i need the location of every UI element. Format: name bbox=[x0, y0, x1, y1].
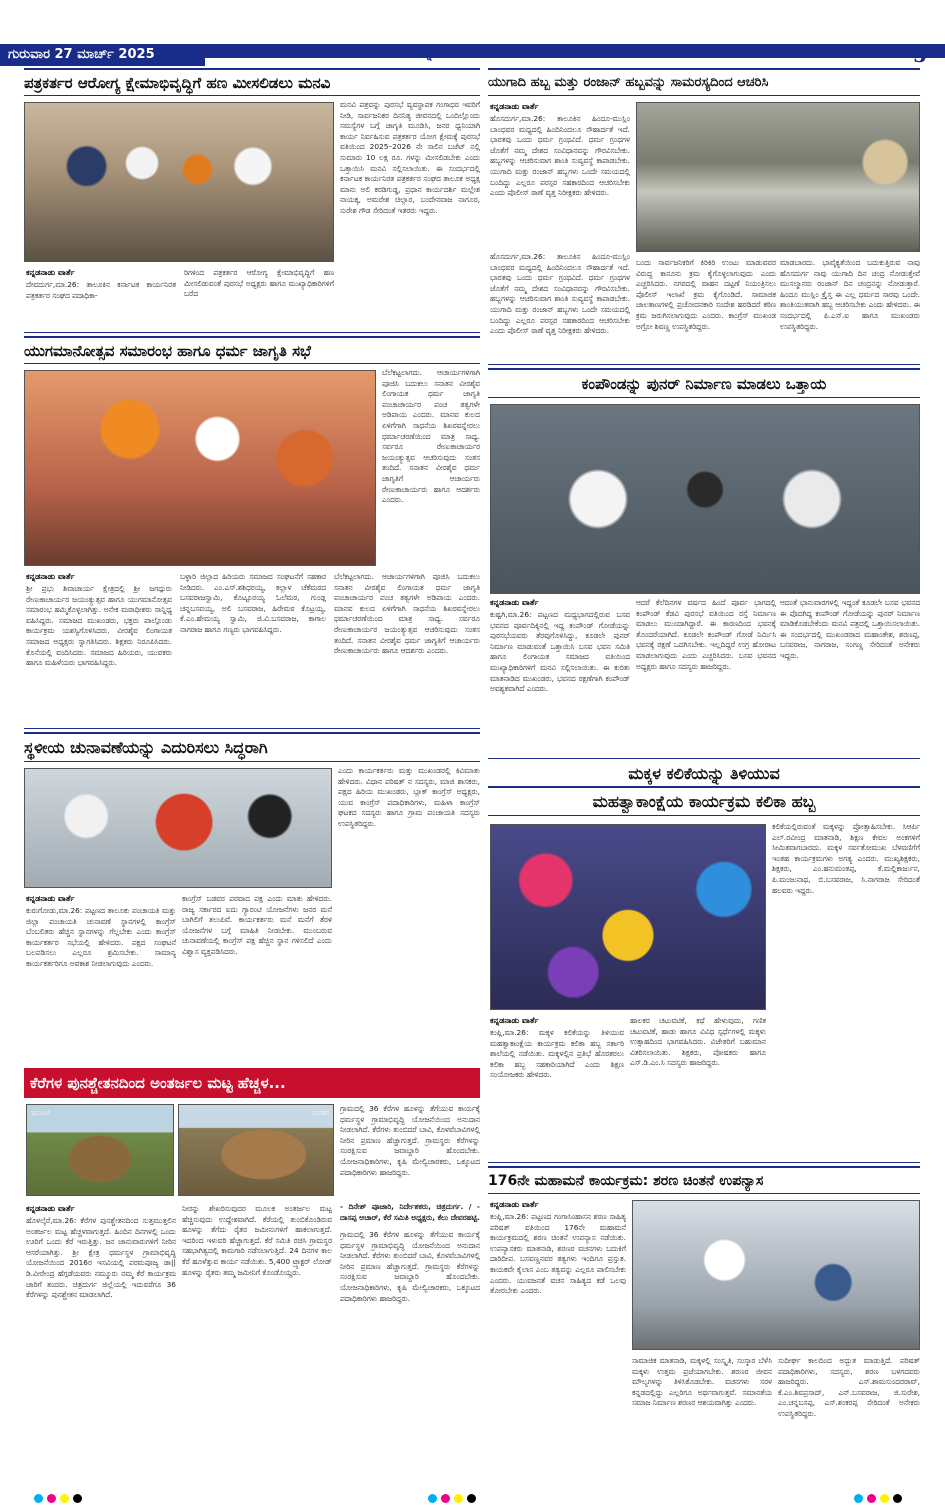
article-body: ಗ್ರಾಮದಲ್ಲಿ 36 ಕೆರೆಗಳ ಹೂಳನ್ನು ತೆಗೆಯುವ ಕಾರ್ಯಕ್ಕೆ ಧರ್ಮಸ್ಥಳ ಗ್ರಾಮಾಭಿವೃದ್ಧಿ ಯೋಜನೆಯಿಂದ ಅನುದಾನ ನೀಡಲಾಗಿದೆ. ಕೆರೆಗಳು ತುಂಬಿದರೆ ಬಾವಿ, ಕೊಳವೆಬಾವಿಗಳಲ್ಲಿ ನೀರಿನ ಪ್ರಮಾಣ ಹೆಚ್ಚಾಗುತ್ತದೆ. ಗ್ರಾಮಸ್ಥರು ಕೆರೆಗಳನ್ನು ಸಂರಕ್ಷಿಸುವ ಜವಾಬ್ದಾರಿ ಹೊಂದಬೇಕು. ಯೋಜನಾಧಿಕಾರಿಗಳು, ಕೃಷಿ ಮೇಲ್ವಿಚಾರಕರು, ಒಕ್ಕೂಟದ ಪದಾಧಿಕಾರಿಗಳು ಹಾಜರಿದ್ದರು. bbox=[340, 1104, 480, 1177]
article-body: ಸುದೀರ್ಘ ಕಾಲದಿಂದ ಅದ್ಭುತ ಮಾಡುತ್ತಿದೆ. ಪರಿಷತ್ ಪದಾಧಿಕಾರಿಗಳು, ಸದಸ್ಯರು, ಶರಣ ಬಳಗದವರು ಹಾಜರಿದ್ದರು. ಎಸ್.ಶಾಮಸುಂದರರಾವ್, ಕೆ.ಎಂ.ಶಿವಪ್ರಸಾದ್, ಎನ್.ಬಸವರಾಜ, ಜಿ.ಸುರೇಶ, ಎಂ.ಚನ್ನಬಸಪ್ಪ, ಎಸ್.ಶಂಕರಪ್ಪ ಸೇರಿದಂತೆ ಅನೇಕರು ಉಪಸ್ಥಿತರಿದ್ದರು. bbox=[778, 1356, 920, 1418]
article-body: ಕಲಿಕೆಯಲ್ಲಿರುವಂತೆ ಮಕ್ಕಳನ್ನು ಪ್ರೋತ್ಸಾಹಿಸಬೇಕು. ಸಿಆರ್ಪಿ ಎಲ್.ರವೀಂದ್ರ ಮಾತನಾಡಿ, ಶಿಕ್ಷಣ ಕೇವಲ ಅಂಕಗಳಿಗೆ ಸೀಮಿತವಾಗಬಾರದು. ಮಕ್ಕಳ ಸರ್ವತೋಮುಖ ಬೆಳವಣಿಗೆಗೆ ಇಂತಹ ಕಾರ್ಯಕ್ರಮಗಳು ಅಗತ್ಯ ಎಂದರು. ಮುಖ್ಯಶಿಕ್ಷಕರು, ಶಿಕ್ಷಕರು, ಎಂ.ಹನುಮಂತಪ್ಪ, ಕೆ.ಮಲ್ಲಿಕಾರ್ಜುನ, ಪಿ.ಮಂಜುನಾಥ, ಬಿ.ಬಸವರಾಜ, ಸಿ.ನಾಗರಾಜ ಸೇರಿದಂತೆ ಹಲವರು ಇದ್ದರು. bbox=[772, 822, 920, 895]
article-photo bbox=[490, 824, 766, 1010]
cyan-dot bbox=[428, 1494, 437, 1503]
black-dot bbox=[467, 1494, 476, 1503]
article-headline: ಯುಗಾದಿ ಹಬ್ಬ ಮತ್ತು ರಂಜಾನ್ ಹಬ್ಬವನ್ನು ಸಾಮರಸ್ಯದಿಂದ ಆಚರಿಸಿ bbox=[488, 68, 920, 96]
article-body: ಶ್ರೀ ಪ್ರಭು ಶಿವಾಚಾರ್ಯ ಕ್ಷೇತ್ರದಲ್ಲಿ ಶ್ರೀ ಜಗದ್ಗುರು ರೇಣುಕಾಚಾರ್ಯರ ಜಯಂತ್ಯುತ್ಸವ ಹಾಗೂ ಯುಗಮಾನೋತ್ಸವ ಸಮಾರಂಭ ಹಮ್ಮಿಕೊಳ್ಳಲಾಗಿತ್ತು. ಅನೇಕ ಮಠಾಧೀಶರು ಸಾನ್ನಿಧ್ಯ ವಹಿಸಿದ್ದರು. ಸಮಾಜದ ಮುಖಂಡರು, ಭಕ್ತರು ಪಾಲ್ಗೊಂಡು ಕಾರ್ಯಕ್ರಮ ಯಶಸ್ವಿಗೊಳಿಸಿದರು. ವೀರಶೈವ ಲಿಂಗಾಯತ ಸಮಾಜದ ಅಧ್ಯಕ್ಷರು ಸ್ವಾಗತಿಸಿದರು. ಶಿಕ್ಷಕರು ನಿರೂಪಿಸಿದರು. ಕೊನೆಯಲ್ಲಿ ವಂದಿಸಿದರು. ಸಮಾಜದ ಹಿರಿಯರು, ಯುವಕರು ಹಾಗೂ ಮಹಿಳೆಯರು ಭಾಗವಹಿಸಿದ್ದರು. bbox=[26, 584, 172, 668]
article-byline: ಕನ್ನಡನಾಡು ವಾರ್ತೆ bbox=[26, 572, 75, 581]
yellow-dot bbox=[880, 1494, 889, 1503]
magenta-dot bbox=[47, 1494, 56, 1503]
article-body: ಆದರೆ ಕೆಲೆದಿನಗಳ ವರ್ಷದ ಹಿಂದೆ ಪೂರ್ವ ಭಾಗದಲ್ಲಿ ಕಂಪೌಂಡ್ ಕೆಡವಿ ಪುರಸಭೆ ವತಿಯಿಂದ ರಸ್ತೆ ನಿರ್ಮಾಣ ಮಾಡಲು ಮುಂದಾಗಿದ್ದಾರೆ. ಈ ಕಾರಣದಿಂದ ಭವನಕ್ಕೆ ತೊಂದರೆಯಾಗಿದೆ. ಕೂಡಲೇ ಕಂಪೌಂಡ್ ಗೋಡೆ ನಿರ್ಮಿಸಿ ಭವನಕ್ಕೆ ರಕ್ಷಣೆ ಒದಗಿಸಬೇಕು. ಇಲ್ಲದಿದ್ದರೆ ಉಗ್ರ ಹೋರಾಟ ಮಾಡಲಾಗುವುದು ಎಂದು ಎಚ್ಚರಿಸಿದರು. ಬಸವ ಭವನದ ಅಧ್ಯಕ್ಷರು ಹಾಗೂ ಸದಸ್ಯರು ಹಾಜರಿದ್ದರು. bbox=[636, 598, 776, 671]
divider bbox=[488, 364, 920, 365]
article-body: ಹೊಳಲ್ಕೆರೆ,ಮಾ.26: ಕೆರೆಗಳ ಪುನಶ್ಚೇತನದಿಂದ ಸುತ್ತಮುತ್ತಲಿನ ಅಂತರ್ಜಲ ಮಟ್ಟ ಹೆಚ್ಚಳವಾಗುತ್ತದೆ. ಹಿಂದಿನ ದಿನಗಳಲ್ಲಿ ಒಂದು ಊರಿಗೆ ಒಂದು ಕೆರೆ ಇರುತ್ತಿತ್ತು. ಜನ ಜಾನುವಾರುಗಳಿಗೆ ನೀರಿನ ಆಸರೆಯಾಗಿತ್ತು. ಶ್ರೀ ಕ್ಷೇತ್ರ ಧರ್ಮಸ್ಥಳ ಗ್ರಾಮಾಭಿವೃದ್ಧಿ ಯೋಜನೆಯಿಂದ 2016ರ ಇಸವಿಯಲ್ಲಿ ಪರಮಪೂಜ್ಯ ಡಾ|| ಡಿ.ವೀರೇಂದ್ರ ಹೆಗ್ಗಡೆಯವರು ನಮ್ಮೂರು ನಮ್ಮ ಕೆರೆ ಕಾರ್ಯಕ್ರಮ ಜಾರಿಗೆ ತಂದರು. ಚಿತ್ರದುರ್ಗ ಜಿಲ್ಲೆಯಲ್ಲಿ ಇದುವರೆಗೂ 36 ಕೆರೆಗಳನ್ನು ಪುನಶ್ಚೇತನ ಮಾಡಲಾಗಿದೆ. bbox=[26, 1216, 176, 1300]
article-headline: ಸ್ಥಳೀಯ ಚುನಾವಣೆಯನ್ನು ಎದುರಿಸಲು ಸಿದ್ಧರಾಗಿ bbox=[24, 732, 480, 762]
article-body: ಬೆಲೆಕಟ್ಟಲಾಗದು. ಆಚಾರ್ಯಗಳಿಗಾಗಿ ಪೂಜಿಸಿ ಬದುಕಲು ಸನಾತನ ವೀರಶೈವ ಲಿಂಗಾಯತ ಧರ್ಮ ಜಾಗೃತಿ ಪಂಚಾಚಾರ್ಯರ ಪಂಚ ತತ್ವಗಳೇ ಅಡಿಪಾಯ ಎಂದರು. ಮಾನವ ಕುಲದ ಏಳಿಗೆಗಾಗಿ ಸಾಧನೆಯ ಶಿಖರವನ್ನೇರಲು ಧರ್ಮಾಚರಣೆಯಿಂದ ಮಾತ್ರ ಸಾಧ್ಯ. ಸರ್ವರೂ ರೇಣುಕಾಚಾರ್ಯರ ಜಯಂತ್ಯುತ್ಸವ ಆಚರಿಸುವುದು ಸಂತಸ ತಂದಿದೆ. ಸನಾತನ ವೀರಶೈವ ಧರ್ಮ ಜಾಗೃತಿಗೆ ಆಚಾರ್ಯರು ರೇಣುಕಾಚಾರ್ಯರು ಹಾಗೂ ಆದರ್ಶರು ಎಂದರು. bbox=[382, 368, 480, 505]
article-body: ಕುಷ್ಟಗಿ,ಮಾ.26: ಪಟ್ಟಣದ ಮಧ್ಯಭಾಗದಲ್ಲಿರುವ ಬಸವ ಭವನದ ಪೂರ್ವದಿಕ್ಕಿನಲ್ಲಿ ಇದ್ದ ಕಂಪೌಂಡ್ ಗೋಡೆಯನ್ನು ಪುರಸಭೆಯವರು ತೆರವುಗೊಳಿಸಿದ್ದು, ಕೂಡಲೇ ಪುನರ್ ನಿರ್ಮಾಣ ಮಾಡುವಂತೆ ಒತ್ತಾಯಿಸಿ ಬಸವ ಭವನ ಸಮಿತಿ ಹಾಗೂ ಲಿಂಗಾಯತ ಸಮಾಜದ ವತಿಯಿಂದ ಮುಖ್ಯಾಧಿಕಾರಿಗಳಿಗೆ ಮನವಿ ಸಲ್ಲಿಸಲಾಯಿತು. ಈ ಕುರಿತು ಮಾತನಾಡಿದ ಮುಖಂಡರು, ಭವನದ ರಕ್ಷಣೆಗಾಗಿ ಕಂಪೌಂಡ್ ಅವಶ್ಯಕವಾಗಿದೆ ಎಂದರು. bbox=[490, 610, 630, 694]
article-byline: ಕನ್ನಡನಾಡು ವಾರ್ತೆ bbox=[26, 1204, 75, 1213]
article-body: ಆದಂತೆ ಭಾನುವಾರಗಳಲ್ಲಿ ಇದ್ದಂತೆ ಕೂಡಲೇ ಬಸವ ಭವನದ ಈ ಪೊದಗಿದ್ದ ಕಂಪೌಂಡ್ ಗೋಡೆಯನ್ನು ಪುನರ್ ನಿರ್ಮಾಣ ಮಾಡಿಕೊಡಬೇಕೆಂದು ಮನವಿ ಪತ್ರದಲ್ಲಿ ಒತ್ತಾಯಿಸಲಾಯಿತು. ಈ ಸಂದರ್ಭದಲ್ಲಿ ಮುಖಂಡರಾದ ಮಹಾಂತೇಶ, ಶರಣಪ್ಪ, ಬಸವರಾಜ, ನಾಗರಾಜ, ಸಂಗಣ್ಣ ಸೇರಿದಂತೆ ಅನೇಕರು ಇದ್ದರು. bbox=[780, 598, 920, 660]
article-body: ಬಳ್ಳಾರಿ ಜಿಲ್ಲಾದ ಹಿರಿಯರು ಸಮಾಜದ ಸಂಘಟನೆಗೆ ಸಹಕಾರ ನೀಡಿದರು. ಎಂ.ಎಸ್.ಶಶಿಧರಯ್ಯ, ಕಲ್ಲಾಳ ಚೆಕೆಮಠದ ಬಸವರಾಜಸ್ವಾಮಿ, ಕೊಟ್ಟೂರಯ್ಯ ಓಲೆಮಠ, ಗುಂಡ್ಲ ಚನ್ನಬಸವಯ್ಯ, ಅಲಿ ಬಸವರಾಜ, ಹಿರೇಮಠ ಕೊಟ್ರಯ್ಯ, ಕೆ.ಎಂ.ಹೇಮಯ್ಯ ಸ್ವಾಮಿ, ಜಿ.ವಿ.ಬಸವರಾಜ, ಕಾಗಾಲ ನಾಗರಾಜ ಹಾಗೂ ಗಣ್ಯರು ಭಾಗವಹಿಸಿದ್ದರು. bbox=[180, 572, 326, 634]
article-body: ಬಂದು ಸಾರ್ವಜನಿಕರಿಗೆ ಕಿರಿಕಿರಿ ಉಂಟು ಮಾಡುವವರ ವಿರುದ್ಧ ಕಾನೂನು ಕ್ರಮ ಕೈಗೊಳ್ಳಲಾಗುವುದು ಎಂದು ಎಚ್ಚರಿಸಿದರು. ನಗರದಲ್ಲಿ ವಾಹನ ದಟ್ಟಣೆ ನಿಯಂತ್ರಿಸಲು ಪೊಲೀಸ್ ಇಲಾಖೆ ಕ್ರಮ ಕೈಗೊಂಡಿದೆ. ಸಾಮಾಜಿಕ ಜಾಲತಾಣಗಳಲ್ಲಿ ಪ್ರಚೋದನಕಾರಿ ಸಂದೇಶ ಹರಡಿದರೆ ಕಠಿಣ ಕ್ರಮ ಜರುಗಿಸಲಾಗುವುದು ಎಂದರು. ಕಾಂಗ್ರೆಸ್ ಮುಖಂಡ ಅಗ್ರೋ ಶಿವಣ್ಣ ಉಪಸ್ಥಿತರಿದ್ದರು. bbox=[636, 258, 776, 331]
photo-label: ಮುಂಚೆ bbox=[31, 1108, 51, 1117]
article-byline: ಕನ್ನಡನಾಡು ವಾರ್ತೆ bbox=[490, 1200, 539, 1209]
before-photo bbox=[26, 1104, 174, 1196]
article-byline: ಕನ್ನಡನಾಡು ವಾರ್ತೆ bbox=[490, 598, 539, 607]
print-marks-center bbox=[426, 1488, 478, 1507]
article-body: ಗ್ರಾಮದಲ್ಲಿ 36 ಕೆರೆಗಳ ಹೂಳನ್ನು ತೆಗೆಯುವ ಕಾರ್ಯಕ್ಕೆ ಧರ್ಮಸ್ಥಳ ಗ್ರಾಮಾಭಿವೃದ್ಧಿ ಯೋಜನೆಯಿಂದ ಅನುದಾನ ನೀಡಲಾಗಿದೆ. ಕೆರೆಗಳು ತುಂಬಿದರೆ ಬಾವಿ, ಕೊಳವೆಬಾವಿಗಳಲ್ಲಿ ನೀರಿನ ಪ್ರಮಾಣ ಹೆಚ್ಚಾಗುತ್ತದೆ. ಗ್ರಾಮಸ್ಥರು ಕೆರೆಗಳನ್ನು ಸಂರಕ್ಷಿಸುವ ಜವಾಬ್ದಾರಿ ಹೊಂದಬೇಕು. ಯೋಜನಾಧಿಕಾರಿಗಳು, ಕೃಷಿ ಮೇಲ್ವಿಚಾರಕರು, ಒಕ್ಕೂಟದ ಪದಾಧಿಕಾರಿಗಳು ಹಾಜರಿದ್ದರು. bbox=[340, 1230, 480, 1303]
black-dot bbox=[73, 1494, 82, 1503]
magenta-dot bbox=[867, 1494, 876, 1503]
article-quote: - ದಿನೇಶ್ ಪೂಜಾರಿ, ನಿರ್ದೇಶಕರು, ಚಿತ್ರದುರ್ಗ. / - ದಾಸಪ್ಪ ಆಚಾರ್, ಕೆರೆ ಸಮಿತಿ ಅಧ್ಯಕ್ಷರು, ಕೆಲು ದೇವರಹಟ್ಟಿ. bbox=[340, 1202, 480, 1222]
article-photo bbox=[636, 102, 920, 252]
article-body: ಹಾಲಕರ ಚಟುವಟಿಕೆ, ಕಥೆ ಹೇಳುವುದು, ಗಣಿತ ಚಟುವಟಿಕೆ, ಹಾಡು ಹಾಗೂ ವಿವಿಧ ಸ್ಪರ್ಧೆಗಳಲ್ಲಿ ಮಕ್ಕಳು ಉತ್ಸಾಹದಿಂದ ಭಾಗವಹಿಸಿದರು. ವಿಜೇತರಿಗೆ ಬಹುಮಾನ ವಿತರಿಸಲಾಯಿತು. ಶಿಕ್ಷಕರು, ಪೋಷಕರು ಹಾಗೂ ಎಸ್.ಡಿ.ಎಂ.ಸಿ ಸದಸ್ಯರು ಹಾಜರಿದ್ದರು. bbox=[630, 1016, 766, 1068]
divider bbox=[488, 758, 920, 759]
article-photo bbox=[24, 370, 376, 566]
page-number: 5 bbox=[913, 43, 927, 67]
paper-logo: ಕನ್ನಡ ನಾಡು bbox=[418, 46, 466, 60]
magenta-dot bbox=[441, 1494, 450, 1503]
article-body: ಮನವಿ ಪತ್ರವನ್ನು ಪುರಸಭೆ ವ್ಯವಸ್ಥಾಪಕ ಗಂಗಾಧರ ಇವರಿಗೆ ನೀಡಿ, ಸಾರ್ವಜನಿಕರ ದಿನನಿತ್ಯ ಜೀವನದಲ್ಲಿ ಒಂದಿಲ್ಲೊಂದು ಸಮಸ್ಯೆಗಳ ಬಗ್ಗೆ ಜಾಗೃತಿ ಮೂಡಿಸಿ, ಜನರ ಧ್ವನಿಯಾಗಿ ಕಾರ್ಯ ನಿರ್ವಹಿಸುವ ಪತ್ರಕರ್ತರ ಯೋಗ ಕ್ಷೇಮಕ್ಕೆ ಪುರಸಭೆ ವತಿಯಿಂದ 2025–2026 ನೇ ಸಾಲಿನ ಬಜೆಟ್ ನಲ್ಲಿ ಸುಮಾರು 10 ಲಕ್ಷ ರೂ. ಗಳನ್ನು ಮೀಸಲಿಡಬೇಕು ಎಂದು ಒತ್ತಾಯಿಸಿ ಮನವಿ ಸಲ್ಲಿಸಲಾಯಿತು. ಈ ಸಂದರ್ಭದಲ್ಲಿ ಕರ್ನಾಟಕ ಕಾರ್ಯನಿರತ ಪತ್ರಕರ್ತರ ಸಂಘದ ತಾಲೂಕ ಅಧ್ಯಕ್ಷ ಮಾನು ಅಲಿ ಕರಡಿಗುಡ್ಡ, ಪ್ರಧಾನ ಕಾರ್ಯದರ್ಶಿ ಮಲ್ಲೇಶ ನಾಯಕ್ಕ, ಅಮರೇಶ ಚಿಲ್ಲಾರ, ಬಂದೇನವಾಜ ನಾಗೂರ, ಸುರೇಶ ಗೌಡ ಸೇರಿದಂತೆ ಇತರರು ಇದ್ದರು. bbox=[340, 100, 480, 215]
article-body: ಹೊಸದುರ್ಗ,ಮಾ.26: ತಾಲೂಕಿನ ಹಿಂದೂ-ಮುಸ್ಲಿಂ ಬಾಂಧವರ ಮಧ್ಯದಲ್ಲಿ ಹಿಂದಿನಿಂದಲೂ ಸೌಹಾರ್ದತೆ ಇದೆ. ಭಾರತವು ಒಂದು ಧರ್ಮ ಗ್ರಂಥವಿದೆ. ಧರ್ಮ ಗ್ರಂಥಗಳ ಜೊತೆಗೆ ನಮ್ಮ ದೇಶದ ಸಂವಿಧಾನವನ್ನು ಗೌರವಿಸಬೇಕು. ಹಬ್ಬಗಳನ್ನು ಆಚರಿಸುವಾಗ ಶಾಂತಿ ಸುವ್ಯವಸ್ಥೆ ಕಾಪಾಡಬೇಕು. ಯುಗಾದಿ ಮತ್ತು ರಂಜಾನ್ ಹಬ್ಬಗಳು ಒಂದೇ ಸಮಯದಲ್ಲಿ ಬಂದಿದ್ದು ಎಲ್ಲರೂ ಪರಸ್ಪರ ಸಹಕಾರದಿಂದ ಆಚರಿಸಬೇಕು ಎಂದು ಪೊಲೀಸ್ ಠಾಣೆ ವೃತ್ತ ನಿರೀಕ್ಷಕರು ಹೇಳಿದರು. bbox=[490, 114, 630, 198]
article-body: ನೀರನ್ನು ಶೇಖರಿಸುವುದರ ಮೂಲಕ ಅಂತರ್ಜಲ ಮಟ್ಟ ಹೆಚ್ಚಿಸುವುದು ಉದ್ದೇಶವಾಗಿದೆ. ಕೆರೆಯಲ್ಲಿ ತುಂಬಿಕೊಂಡಿರುವ ಹೂಳನ್ನು ತೆಗೆದು ರೈತರ ಜಮೀನುಗಳಿಗೆ ಹಾಕಲಾಗುತ್ತದೆ. ಇದರಿಂದ ಇಳುವರಿ ಹೆಚ್ಚಾಗುತ್ತದೆ. ಕೆರೆ ಸಮಿತಿ ರಚಿಸಿ ಗ್ರಾಮಸ್ಥರ ಸಹಭಾಗಿತ್ವದಲ್ಲಿ ಕಾಮಗಾರಿ ನಡೆಸಲಾಗುತ್ತಿದೆ. 24 ದಿನಗಳ ಕಾಲ ಕೆರೆ ಹೂಳೆತ್ತುವ ಕಾರ್ಯ ನಡೆಯಿತು. 5,400 ಟ್ರ್ಯಾಕ್ಟರ್ ಲೋಡ್ ಹೂಳನ್ನು ರೈತರು ತಮ್ಮ ಜಮೀನಿಗೆ ಕೊಂಡೊಯ್ದರು. bbox=[182, 1204, 332, 1277]
article-headline: ಪತ್ರಕರ್ತರ ಆರೋಗ್ಯ ಕ್ಷೇಮಾಭಿವೃದ್ಧಿಗೆ ಹಣ ಮೀಸಲಿಡಲು ಮನವಿ bbox=[24, 68, 480, 96]
article-headline: 176ನೇ ಮಹಾಮನೆ ಕಾರ್ಯಕ್ರಮ: ಶರಣ ಚಿಂತನೆ ಉಪನ್ಯಾಸ bbox=[488, 1166, 920, 1194]
article-photo bbox=[490, 404, 920, 594]
print-marks-right bbox=[852, 1488, 904, 1507]
black-dot bbox=[893, 1494, 902, 1503]
after-photo bbox=[178, 1104, 334, 1196]
article-byline: ಕನ್ನಡನಾಡು ವಾರ್ತೆ bbox=[26, 894, 75, 903]
yellow-dot bbox=[60, 1494, 69, 1503]
article-body: ಕಂಪ್ಲಿ,ಮಾ.26: ಮಕ್ಕಳ ಕಲಿಕೆಯನ್ನು ತಿಳಿಯುವ ಮಹತ್ವಾಕಾಂಕ್ಷೆಯ ಕಾರ್ಯಕ್ರಮ ಕಲಿಕಾ ಹಬ್ಬ ಸರ್ಕಾರಿ ಶಾಲೆಯಲ್ಲಿ ನಡೆಯಿತು. ಮಕ್ಕಳಲ್ಲಿನ ಪ್ರತಿಭೆ ಹೊರತರಲು ಕಲಿಕಾ ಹಬ್ಬ ಸಹಕಾರಿಯಾಗಿದೆ ಎಂದು ಶಿಕ್ಷಣ ಸಂಯೋಜಕರು ಹೇಳಿದರು. bbox=[490, 1028, 624, 1080]
article-body: ಕಂಪ್ಲಿ,ಮಾ.26: ಪಟ್ಟಣದ ಗಂಗಾಸಿಂಹಾಸನ ಶರಣ ಸಾಹಿತ್ಯ ಪರಿಷತ್ ವತಿಯಿಂದ 176ನೇ ಮಹಾಮನೆ ಕಾರ್ಯಕ್ರಮದಲ್ಲಿ ಶರಣ ಚಿಂತನೆ ಉಪನ್ಯಾಸ ನಡೆಯಿತು. ಉಪನ್ಯಾಸಕರು ಮಾತನಾಡಿ, ಶರಣರ ವಚನಗಳು ಬದುಕಿಗೆ ದಾರಿದೀಪ. ಬಸವಣ್ಣನವರ ತತ್ವಗಳು ಇಂದಿಗೂ ಪ್ರಸ್ತುತ. ಕಾಯಕವೇ ಕೈಲಾಸ ಎಂಬ ತತ್ವವನ್ನು ಎಲ್ಲರೂ ಪಾಲಿಸಬೇಕು ಎಂದರು. ಯುವಜನತೆ ವಚನ ಸಾಹಿತ್ಯದ ಕಡೆ ಒಲವು ತೋರಬೇಕು ಎಂದರು. bbox=[490, 1212, 626, 1296]
article-body: ಸಾಮಾಜಿಕ ಮಾತನಾಡಿ, ಮಕ್ಕಳಲ್ಲಿ ಸಂಸ್ಕೃತಿ, ಸಂಸ್ಕಾರ ಬೆಳೆಸಿ ಮಕ್ಕಳು ಉತ್ತಮ ಪ್ರಜೆಯಾಗಬೇಕು. ಶರಣರ ಜೀವನ ಮೌಲ್ಯಗಳನ್ನು ತಿಳಿಸಿಕೊಡಬೇಕು. ವಚನಗಳು ಸರಳ ಕನ್ನಡದಲ್ಲಿದ್ದು ಎಲ್ಲರಿಗೂ ಅರ್ಥವಾಗುತ್ತವೆ. ಸಮಾನತೆಯ ಸಮಾಜ ನಿರ್ಮಾಣ ಶರಣರ ಆಶಯವಾಗಿತ್ತು ಎಂದರು. bbox=[632, 1356, 772, 1408]
article-byline: ಕನ್ನಡನಾಡು ವಾರ್ತೆ bbox=[490, 1016, 539, 1025]
divider bbox=[488, 1162, 920, 1163]
article-headline: ಕಂಪೌಂಡನ್ನು ಪುನರ್ ನಿರ್ಮಾಣ ಮಾಡಲು ಒತ್ತಾಯ bbox=[488, 368, 920, 398]
issue-date: ಗುರುವಾರ 27 ಮಾರ್ಚ್ 2025 bbox=[0, 44, 205, 66]
article-body: ಬೆಲೆಕಟ್ಟಲಾಗದು. ಆಚಾರ್ಯಗಳಿಗಾಗಿ ಪೂಜಿಸಿ ಬದುಕಲು ಸನಾತನ ವೀರಶೈವ ಲಿಂಗಾಯತ ಧರ್ಮ ಜಾಗೃತಿ ಪಂಚಾಚಾರ್ಯರ ಪಂಚ ತತ್ವಗಳೇ ಅಡಿಪಾಯ ಎಂದರು. ಮಾನವ ಕುಲದ ಏಳಿಗೆಗಾಗಿ ಸಾಧನೆಯ ಶಿಖರವನ್ನೇರಲು ಧರ್ಮಾಚರಣೆಯಿಂದ ಮಾತ್ರ ಸಾಧ್ಯ. ಸರ್ವರೂ ರೇಣುಕಾಚಾರ್ಯರ ಜಯಂತ್ಯುತ್ಸವ ಆಚರಿಸುವುದು ಸಂತಸ ತಂದಿದೆ. ಸನಾತನ ವೀರಶೈವ ಧರ್ಮ ಜಾಗೃತಿಗೆ ಆಚಾರ್ಯರು ರೇಣುಕಾಚಾರ್ಯರು ಹಾಗೂ ಆದರ್ಶರು ಎಂದರು. bbox=[334, 572, 480, 656]
article-headline: ಮಹತ್ವಾಕಾಂಕ್ಷೆಯ ಕಾರ್ಯಕ್ರಮ ಕಲಿಕಾ ಹಬ್ಬ bbox=[488, 786, 920, 816]
article-photo bbox=[24, 102, 334, 262]
divider bbox=[24, 728, 480, 729]
print-marks-left bbox=[32, 1488, 84, 1507]
divider bbox=[24, 332, 480, 333]
article-body: ಎಂದು ಕಾರ್ಯಕರ್ತರು ಮತ್ತು ಮುಖಂಡರಲ್ಲಿ ಕಿವಿಮಾತು ಹೇಳಿದರು. ವಿಧಾನ ಪರಿಷತ್ ನ ಸದಸ್ಯರು, ಮಾಜಿ ಶಾಸಕರು, ಪಕ್ಷದ ಹಿರಿಯ ಮುಖಂಡರು, ಬ್ಲಾಕ್ ಕಾಂಗ್ರೆಸ್ ಅಧ್ಯಕ್ಷರು, ಯುವ ಕಾಂಗ್ರೆಸ್ ಪದಾಧಿಕಾರಿಗಳು, ಮಹಿಳಾ ಕಾಂಗ್ರೆಸ್ ಘಟಕದ ಸದಸ್ಯರು ಹಾಗೂ ಗ್ರಾಮ ಪಂಚಾಯತಿ ಸದಸ್ಯರು ಉಪಸ್ಥಿತರಿದ್ದರು. bbox=[338, 766, 480, 828]
article-byline: ಕನ್ನಡನಾಡು ವಾರ್ತೆ bbox=[26, 268, 75, 277]
article-headline: ಕೆರೆಗಳ ಪುನಶ್ಚೇತನದಿಂದ ಅಂತರ್ಜಲ ಮಟ್ಟ ಹೆಚ್ಚಳ... bbox=[24, 1068, 480, 1098]
cyan-dot bbox=[854, 1494, 863, 1503]
article-headline: ಮಕ್ಕಳ ಕಲಿಕೆಯನ್ನು ತಿಳಿಯುವ bbox=[628, 764, 780, 783]
article-photo bbox=[24, 768, 332, 888]
article-body: ಹೊಸದುರ್ಗ,ಮಾ.26: ತಾಲೂಕಿನ ಹಿಂದೂ-ಮುಸ್ಲಿಂ ಬಾಂಧವರ ಮಧ್ಯದಲ್ಲಿ ಹಿಂದಿನಿಂದಲೂ ಸೌಹಾರ್ದತೆ ಇದೆ. ಭಾರತವು ಒಂದು ಧರ್ಮ ಗ್ರಂಥವಿದೆ. ಧರ್ಮ ಗ್ರಂಥಗಳ ಜೊತೆಗೆ ನಮ್ಮ ದೇಶದ ಸಂವಿಧಾನವನ್ನು ಗೌರವಿಸಬೇಕು. ಹಬ್ಬಗಳನ್ನು ಆಚರಿಸುವಾಗ ಶಾಂತಿ ಸುವ್ಯವಸ್ಥೆ ಕಾಪಾಡಬೇಕು. ಯುಗಾದಿ ಮತ್ತು ರಂಜಾನ್ ಹಬ್ಬಗಳು ಒಂದೇ ಸಮಯದಲ್ಲಿ ಬಂದಿದ್ದು ಎಲ್ಲರೂ ಪರಸ್ಪರ ಸಹಕಾರದಿಂದ ಆಚರಿಸಬೇಕು ಎಂದು ಪೊಲೀಸ್ ಠಾಣೆ ವೃತ್ತ ನಿರೀಕ್ಷಕರು ಹೇಳಿದರು. bbox=[490, 252, 630, 336]
photo-label: ನಂತರ bbox=[312, 1108, 329, 1117]
masthead bbox=[0, 0, 945, 67]
cyan-dot bbox=[34, 1494, 43, 1503]
article-body: ಕುರುಗೋಡು,ಮಾ.26: ಪಟ್ಟಣದ ತಾಲೂಕು ಪಂಚಾಯತಿ ಮತ್ತು ಜಿಲ್ಲಾ ಪಂಚಾಯತಿ ಚುನಾವಣೆ ಸ್ಥಾನಗಳಲ್ಲಿ ಕಾಂಗ್ರೆಸ್ ಬೆಂಬಲಿತರು ಹೆಚ್ಚಿನ ಸ್ಥಾನಗಳನ್ನು ಗೆಲ್ಲಬೇಕು ಎಂದು ಕಾಂಗ್ರೆಸ್ ಕಾರ್ಯಕರ್ತರ ಸಭೆಯಲ್ಲಿ ಹೇಳಿದರು. ಪಕ್ಷದ ಸಂಘಟನೆ ಬಲಪಡಿಸಲು ಎಲ್ಲರೂ ಶ್ರಮಿಸಬೇಕು. ಸಾಮಾನ್ಯ ಕಾರ್ಯಕರ್ತರಿಗೂ ಅವಕಾಶ ನೀಡಲಾಗುವುದು ಎಂದರು. bbox=[26, 906, 176, 968]
article-byline: ಕನ್ನಡನಾಡು ವಾರ್ತೆ bbox=[490, 102, 539, 111]
article-body: ಮಾಡಬಾರದು. ಭಾವೈಕ್ಯತೆಯಿಂದ ಬದುಕುತ್ತಿರುವ ನಾವು ಹೊಸದುರ್ಗ ನಾವು ಯುಗಾದಿ ದಿನ ಚಂದ್ರ ನೋಡುತ್ತೇವೆ ಮುಸಲ್ಮಾನರು ರಂಜಾನ್ ದಿನ ಚಂದ್ರನನ್ನು ನೋಡುತ್ತಾರೆ. ಹಿಂದೂ ಮುಸ್ಲಿಂ ಕ್ರೈಸ್ತ ಈ ಎಲ್ಲ ಧರ್ಮದ ಸಾರವು ಒಂದೇ. ಶಾಂತಿಯುತವಾಗಿ ಹಬ್ಬ ಆಚರಿಸಬೇಕು ಎಂದು ಹೇಳಿದರು. ಈ ಸಂದರ್ಭದಲ್ಲಿ ಪಿ.ಎಸ್.ಐ ಹಾಗೂ ಮುಖಂಡರು ಉಪಸ್ಥಿತರಿದ್ದರು. bbox=[780, 258, 920, 331]
article-body: ದೇವದುರ್ಗ,ಮಾ.26: ತಾಲೂಕಿನ ಕರ್ನಾಟಕ ಕಾರ್ಯನಿರತ ಪತ್ರಕರ್ತರ ಸಂಘದ ಪದಾಧಿಕಾ- bbox=[26, 280, 176, 300]
article-headline: ಯುಗಮಾನೋತ್ಸವ ಸಮಾರಂಭ ಹಾಗೂ ಧರ್ಮ ಜಾಗೃತಿ ಸಭೆ bbox=[24, 336, 480, 364]
article-body: ರಿಗಳಿಂದ ಪತ್ರಕರ್ತರ ಆರೋಗ್ಯ ಕ್ಷೇಮಾಭಿವೃದ್ಧಿಗೆ ಹಣ ಮೀಸಲಿಡುವಂತೆ ಪುರಸಭೆ ಅಧ್ಯಕ್ಷರು ಹಾಗೂ ಮುಖ್ಯಾಧಿಕಾರಿಗಳಿಗೆ ಬರೆದ bbox=[184, 268, 334, 299]
article-body: ಕಾಂಗ್ರೆಸ್ ಬಡವರ ಪರವಾದ ಪಕ್ಷ ಎಂದು ಮಾತು ಹೇಳಿದರು. ರಾಜ್ಯ ಸರ್ಕಾರದ ಐದು ಗ್ಯಾರಂಟಿ ಯೋಜನೆಗಳು ಜನರ ಮನೆ ಬಾಗಿಲಿಗೆ ತಲುಪಿವೆ. ಕಾರ್ಯಕರ್ತರು ಮನೆ ಮನೆಗೆ ತೆರಳಿ ಯೋಜನೆಗಳ ಬಗ್ಗೆ ಮಾಹಿತಿ ನೀಡಬೇಕು. ಮುಂಬರುವ ಚುನಾವಣೆಯಲ್ಲಿ ಕಾಂಗ್ರೆಸ್ ಪಕ್ಷ ಹೆಚ್ಚಿನ ಸ್ಥಾನ ಗಳಿಸಲಿದೆ ಎಂದು ವಿಶ್ವಾಸ ವ್ಯಕ್ತಪಡಿಸಿದರು. bbox=[182, 894, 332, 956]
yellow-dot bbox=[454, 1494, 463, 1503]
article-photo bbox=[632, 1200, 920, 1350]
